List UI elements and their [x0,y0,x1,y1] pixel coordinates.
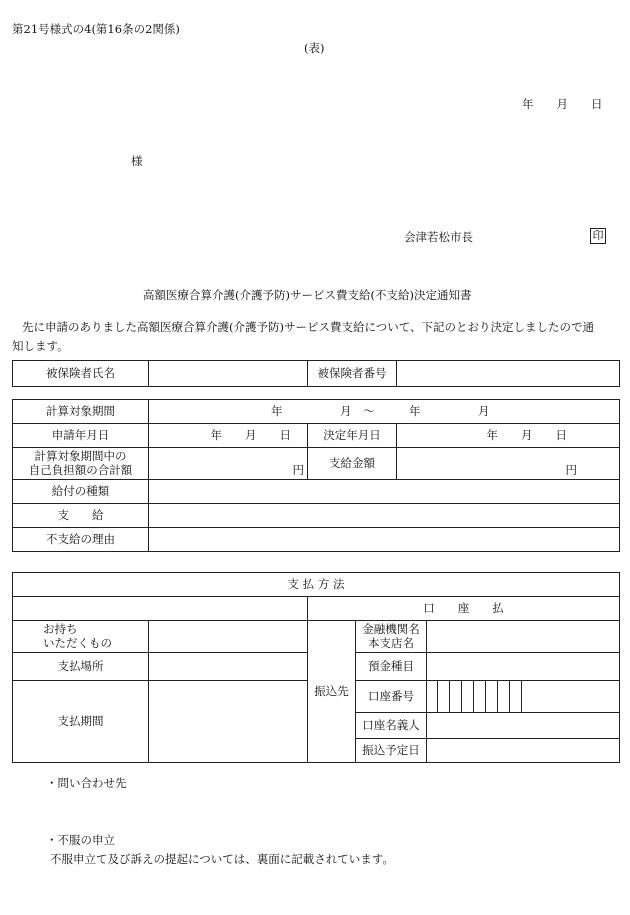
insured-number-cell [397,361,620,387]
account-holder-label: 口座名義人 [356,713,427,739]
bring-items-label: お持ち いただくもの [13,621,149,653]
transfer-date-label: 振込予定日 [356,739,427,763]
transfer-date-cell [427,739,620,763]
payment-method-table [12,572,620,763]
bank-name-label: 金融機関名 本支店名 [356,621,427,653]
decision-table [12,399,620,552]
insured-name-label: 被保険者氏名 [13,361,149,387]
decision-date-label: 決定年月日 [308,424,397,448]
payment-period-cell [149,681,308,763]
apply-date-label: 申請年月日 [13,424,149,448]
contact-label: ・問い合わせ先 [46,776,127,790]
insured-table [12,360,620,387]
payment-period-label: 支払期間 [13,681,149,763]
account-number-label: 口座番号 [356,681,427,713]
deposit-type-label: 預金種目 [356,653,427,681]
period-value: 年 月 ～ 年 月 [149,400,620,424]
payment-place-cell [149,653,308,681]
insured-number-label: 被保険者番号 [308,361,397,387]
payment-method-header: 支 払 方 法 [13,573,620,597]
intro-text-line-2: 知します。 [12,339,69,353]
objection-label: ・不服の申立 [46,833,115,847]
decision-date-value: 年 月 日 [397,424,620,448]
total-burden-label: 計算対象期間中の 自己負担額の合計額 [13,448,149,480]
seal-mark: 印 [590,228,606,244]
period-label: 計算対象期間 [13,400,149,424]
form-number: 第21号様式の4(第16条の2関係) [12,22,180,36]
payment-amount-yen: 円 [397,448,620,480]
non-payment-reason-cell [149,528,620,552]
payment-cell [149,504,620,528]
bring-items-cell [149,621,308,653]
payment-method-blank [13,597,308,621]
benefit-type-cell [149,480,620,504]
bank-name-cell [427,621,620,653]
payment-amount-label: 支給金額 [308,448,397,480]
account-number-cell [427,681,620,713]
account-holder-cell [427,713,620,739]
document-title: 高額医療合算介護(介護予防)サービス費支給(不支給)決定通知書 [143,288,472,302]
non-payment-reason-label: 不支給の理由 [13,528,149,552]
transfer-label: 振込先 [308,621,356,763]
account-payment-header: 口 座 払 [308,597,620,621]
payment-place-label: 支払場所 [13,653,149,681]
intro-text-line-1: 先に申請のありました高額医療合算介護(介護予防)サービス費支給について、下記のとおり決定しましたので通 [22,320,595,334]
account-number-boxes [437,681,619,712]
deposit-type-cell [427,653,620,681]
insured-name-cell [149,361,308,387]
total-burden-yen: 円 [149,448,308,480]
issue-date: 年 月 日 [522,97,603,111]
objection-text: 不服申立て及び訴えの提起については、裏面に記載されています。 [50,852,394,866]
benefit-type-label: 給付の種類 [13,480,149,504]
side-label: (表) [304,41,325,55]
addressee-suffix: 様 [131,154,143,168]
issuer-name: 会津若松市長 [404,230,473,244]
payment-label: 支 給 [13,504,149,528]
apply-date-value: 年 月 日 [149,424,308,448]
